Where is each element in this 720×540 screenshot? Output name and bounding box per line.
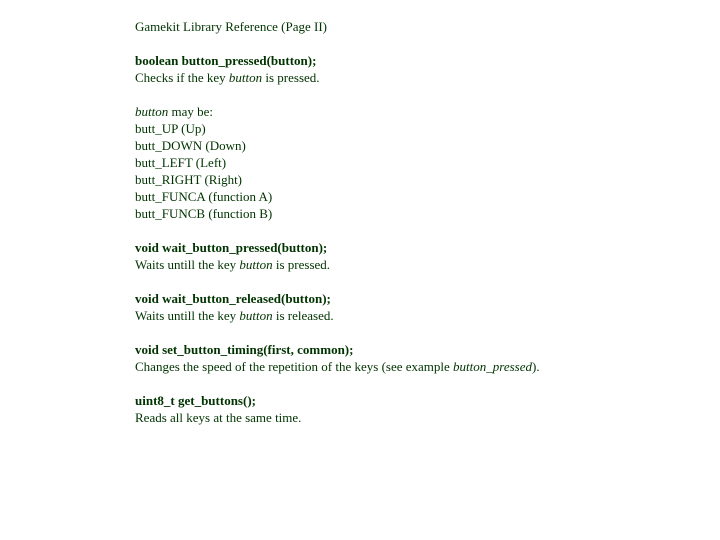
- get-buttons-section: [135, 392, 695, 426]
- wait-button-pressed-section: [135, 239, 695, 273]
- wait-button-released-description: [135, 307, 695, 324]
- set-button-timing-signature: void set_button_timing(first, common);: [135, 342, 354, 357]
- intro-param: button: [135, 104, 169, 119]
- button-pressed-section: [135, 52, 695, 86]
- button-pressed-description: [135, 69, 695, 86]
- get-buttons-signature: uint8_t get_buttons();: [135, 393, 256, 408]
- description-text: ).: [532, 359, 540, 374]
- wait-button-pressed-description: [135, 256, 695, 273]
- button-value-item: butt_FUNCA (function A): [135, 189, 273, 204]
- description-text: Changes the speed of the repetition of the keys (see example: [135, 359, 454, 374]
- button-value-item: butt_FUNCB (function B): [135, 206, 273, 221]
- description-text: Checks if the key: [135, 70, 229, 85]
- description-param: button_pressed: [453, 359, 532, 374]
- wait-button-released-section: [135, 290, 695, 324]
- button-value-item: butt_DOWN (Down): [135, 138, 246, 153]
- button-pressed-signature: boolean button_pressed(button);: [135, 53, 317, 68]
- description-param: button: [239, 257, 273, 272]
- description-text: Waits untill the key: [135, 308, 240, 323]
- button-value-item: butt_RIGHT (Right): [135, 172, 243, 187]
- reference-page: [135, 18, 695, 443]
- description-text: is released.: [272, 308, 334, 323]
- wait-button-released-signature: void wait_button_released(button);: [135, 291, 331, 306]
- description-param: button: [239, 308, 273, 323]
- description-text: is pressed.: [262, 70, 320, 85]
- get-buttons-description: Reads all keys at the same time.: [135, 410, 302, 425]
- button-value-item: butt_UP (Up): [135, 121, 206, 136]
- description-text: Waits untill the key: [135, 257, 240, 272]
- button-values-section: [135, 103, 695, 222]
- description-text: is pressed.: [272, 257, 331, 272]
- button-value-item: butt_LEFT (Left): [135, 155, 227, 170]
- intro-text: may be:: [168, 104, 213, 119]
- button-values-intro: [135, 103, 695, 120]
- page-title: Gamekit Library Reference (Page II): [135, 19, 328, 34]
- set-button-timing-section: [135, 341, 695, 375]
- description-param: button: [228, 70, 263, 85]
- set-button-timing-description: [135, 358, 695, 375]
- wait-button-pressed-signature: void wait_button_pressed(button);: [135, 240, 328, 255]
